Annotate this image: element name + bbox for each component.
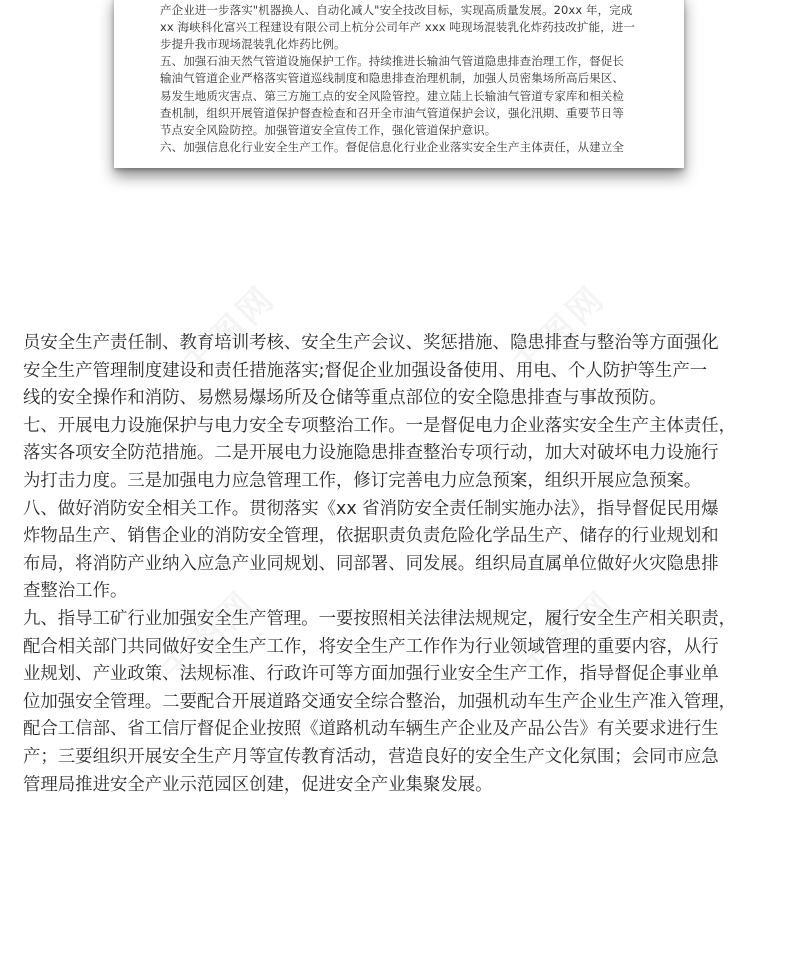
- paragraph-line: 业规划、产业政策、法规标准、行政许可等方面加强行业安全生产工作，指导督促企事业单: [23, 664, 719, 685]
- paragraph-line: 查整治工作。: [23, 581, 128, 602]
- watermark: 千图网: [155, 582, 264, 692]
- paragraph-line: 配合工信部、省工信厅督促企业按照《道路机动车辆生产企业及产品公告》有关要求进行生: [23, 719, 719, 740]
- paragraph-line: 落实各项安全防范措施。二是开展电力设施隐患排查整治专项行动，加大对破坏电力设施行: [23, 443, 719, 464]
- section-heading-line: 九、指导工矿行业加强安全生产管理。一要按照相关法律法规规定，履行安全生产相关职责，: [23, 608, 737, 629]
- preview-line: 五、加强石油天然气管道设施保护工作。持续推进长输油气管道隐患排查治理工作，督促长: [160, 54, 624, 69]
- paragraph-line: 位加强安全管理。二要配合开展道路交通安全综合整治，加强机动车生产企业生产准入管理，: [23, 691, 737, 712]
- watermark: 千图网: [505, 277, 614, 387]
- paragraph-line: 员安全生产责任制、教育培训考核、安全生产会议、奖惩措施、隐患排查与整治等方面强化: [23, 333, 719, 353]
- preview-line: 输油气管道企业严格落实管道巡线制度和隐患排查治理机制，加强人员密集场所高后果区、: [160, 71, 624, 86]
- preview-line: 节点安全风险防控。加强管道安全宣传工作，强化管道保护意识。: [160, 122, 497, 137]
- section-heading-line: 七、开展电力设施保护与电力安全专项整治工作。一是督促电力企业落实安全生产主体责任，: [23, 415, 737, 436]
- section-heading-line: 八、做好消防安全相关工作。贯彻落实《xx 省消防安全责任制实施办法》，指导督促民用爆: [23, 498, 719, 519]
- paragraph-line: 安全生产管理制度建设和责任措施落实;督促企业加强设备使用、用电、个人防护等生产一: [23, 360, 708, 381]
- paragraph-line: 炸物品生产、销售企业的消防安全管理，依据职责负责危险化学品生产、储存的行业规划和: [23, 526, 719, 547]
- paragraph-line: 线的安全操作和消防、易燃易爆场所及仓储等重点部位的安全隐患排查与事故预防。: [23, 388, 667, 409]
- watermark: 千图网: [515, 582, 624, 692]
- document-preview-page: [114, 0, 684, 168]
- preview-line: xx 海峡科化富兴工程建设有限公司上杭分公司年产 xxx 吨现场混装乳化炸药技改扩能，进一: [160, 20, 635, 35]
- main-text-block: [23, 330, 783, 799]
- watermark: 千图网: [175, 277, 284, 387]
- preview-line: 产企业进一步落实"机器换人、自动化减人"安全技改目标，实现高质量发展。20xx 年，完成: [160, 3, 633, 18]
- paragraph-line: 配合相关部门共同做好安全生产工作，将安全生产工作作为行业领域管理的重要内容，从行: [23, 636, 719, 657]
- preview-line: 步提升我市现场混装乳化炸药比例。: [160, 37, 346, 52]
- preview-line: 六、加强信息化行业安全生产工作。督促信息化行业企业落实安全生产主体责任，从建立全: [160, 139, 624, 154]
- preview-line: 易发生地质灾害点、第三方施工点的安全风险管控。建立陆上长输油气管道专家库和相关检: [160, 88, 624, 103]
- paragraph-line: 布局，将消防产业纳入应急产业同规划、同部署、同发展。组织局直属单位做好火灾隐患排: [23, 553, 719, 574]
- paragraph-line: 产；三要组织开展安全生产月等宣传教育活动，营造良好的安全生产文化氛围；会同市应急: [23, 746, 719, 767]
- paragraph-line: 为打击力度。三是加强电力应急管理工作，修订完善电力应急预案，组织开展应急预案。: [23, 470, 702, 491]
- preview-text-block: [160, 0, 652, 156]
- preview-line: 查机制，组织开展管道保护督查检查和召开全市油气管道保护会议，强化汛期、重要节日等: [160, 105, 624, 120]
- paragraph-line: 管理局推进安全产业示范园区创建，促进安全产业集聚发展。: [23, 774, 493, 795]
